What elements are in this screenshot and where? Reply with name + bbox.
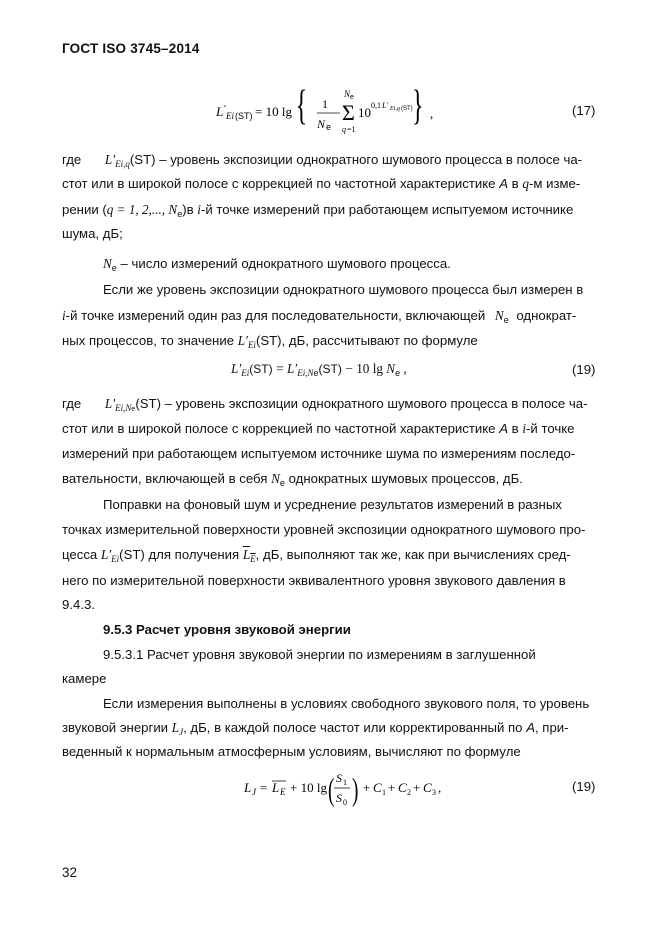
symbol-Ne: $N_e$ <box>494 308 509 325</box>
svg-text:C: C <box>398 780 407 795</box>
text-line: вательности, включающей в себя <box>62 471 268 486</box>
equation-17 <box>216 88 436 138</box>
text-line: – уровень экспозиции однократного шумового процесса в полосе ча- <box>159 152 583 167</box>
paragraph-where-1-line-2 <box>62 172 580 196</box>
text-line: )в <box>182 202 194 217</box>
symbol-A: A <box>499 421 508 436</box>
symbol-LE-bar: $L_E$ <box>242 547 256 564</box>
symbol-LEiNe: $L'_{Ei,Ne}(ST)$ <box>104 396 161 413</box>
where-word: где <box>62 396 82 411</box>
paragraph-where-2-line-4 <box>62 467 523 495</box>
symbol-LJ: $L_J$ <box>171 720 184 737</box>
text-line: звуковой энергии <box>62 720 169 735</box>
paragraph-5-line-4: него по измерительной поверхности эквивалентного уровня звукового давления в <box>62 573 566 588</box>
symbol-q: q <box>522 176 529 191</box>
text-line: -й точке <box>526 421 575 436</box>
svg-text:): ) <box>352 770 359 808</box>
paragraph-where-1-line-3 <box>62 198 573 226</box>
svg-text:+: + <box>363 780 371 795</box>
svg-text:1: 1 <box>343 778 347 787</box>
svg-text:+ 10 lg: + 10 lg <box>290 780 327 795</box>
svg-text:S: S <box>336 771 342 785</box>
equation-19a-label: (19) <box>572 362 596 377</box>
equation-19b <box>244 762 444 812</box>
subsection-heading-9-5-3-1-line-1: 9.5.3.1 Расчет уровня звуковой энергии по измерениям в заглушенной <box>103 647 536 662</box>
svg-text:e: e <box>350 94 354 101</box>
svg-text:L′: L′ <box>382 101 389 110</box>
paragraph-where-2-line-2 <box>62 417 575 441</box>
symbol-N: N <box>103 256 112 271</box>
text-line: рении ( <box>62 202 107 217</box>
svg-text:q: q <box>342 125 346 134</box>
svg-text:=1: =1 <box>347 125 356 134</box>
text-line: , дБ, выполняют так же, как при вычислениях сред- <box>255 547 571 562</box>
svg-text:1: 1 <box>322 97 328 111</box>
svg-text:N: N <box>344 89 351 99</box>
q-range: q = 1, 2,..., $N_e$ <box>106 202 183 219</box>
text-line: , дБ, в каждой полосе частот или корректированный по <box>183 720 523 735</box>
svg-text:(ST): (ST) <box>235 111 253 121</box>
svg-text:L: L <box>216 104 224 119</box>
svg-text:,: , <box>430 106 434 121</box>
svg-text:(ST): (ST) <box>401 106 413 112</box>
svg-text:1: 1 <box>382 788 386 797</box>
text-line: -й точке измерений при работающем испытуемом источнике <box>200 202 574 217</box>
text-line: однократ- <box>516 308 577 323</box>
svg-text:2: 2 <box>407 788 411 797</box>
symbol-Ne: $N_e$ <box>103 256 117 273</box>
svg-text:Ei,q: Ei,q <box>390 106 400 112</box>
svg-text:,: , <box>438 780 442 795</box>
symbol-LEiq: $L'_{Ei,q}(ST)$ <box>104 152 156 169</box>
paragraph-5-line-2: точках измерительной поверхности уровней экспозиции однократного шумового про- <box>62 522 586 537</box>
paragraph-6-line-1: Если измерения выполнены в условиях свободного звукового поля, то уровень <box>103 696 590 711</box>
svg-text:(: ( <box>328 770 335 808</box>
text-line: – число измерений однократного шумового процесса. <box>120 256 451 271</box>
symbol-A: A <box>526 720 535 735</box>
svg-text:Σ: Σ <box>342 100 355 125</box>
svg-text:{: { <box>295 88 308 130</box>
paragraph-5-line-3 <box>62 543 571 571</box>
svg-text:N: N <box>317 117 326 131</box>
svg-text:J: J <box>252 787 256 797</box>
equation-19b-formula <box>244 762 444 812</box>
section-heading-9-5-3: 9.5.3 Расчет уровня звуковой энергии <box>103 622 351 637</box>
svg-text:3: 3 <box>432 788 436 797</box>
svg-text:E: E <box>280 787 286 797</box>
equation-17-label: (17) <box>572 103 596 118</box>
symbol-i: i <box>522 421 527 436</box>
text-line: в <box>511 176 519 191</box>
svg-text:L: L <box>244 780 252 795</box>
svg-text:}: } <box>412 88 424 130</box>
paragraph-5-line-1: Поправки на фоновый шум и усреднение результатов измерений в разных <box>103 497 562 512</box>
symbol-A: A <box>499 176 508 191</box>
paragraph-where-1-line-4: шума, дБ; <box>62 226 123 241</box>
text-line: стот или в широкой полосе с коррекцией по частотной характеристике <box>62 421 496 436</box>
text-line: цесса <box>62 547 98 562</box>
text-line: -м изме- <box>528 176 581 191</box>
symbol-i: i <box>62 308 66 323</box>
paragraph-5-line-5: 9.4.3. <box>62 597 95 612</box>
symbol-LEi: $L'_{Ei}(ST)$ <box>237 333 282 350</box>
svg-text:0: 0 <box>343 798 347 807</box>
page-number: 32 <box>62 865 78 880</box>
where-word: где <box>62 152 82 167</box>
equation-19b-label: (19) <box>572 779 596 794</box>
text-line: в <box>511 421 519 436</box>
paragraph-3-line-1: Если же уровень экспозиции однократного шумового процесса был измерен в <box>103 282 584 297</box>
text-line: ных процессов, то значение <box>62 333 235 348</box>
paragraph-where-2-line-3: измерений при работающем испытуемом источнике шума по измерениям последо- <box>62 446 576 461</box>
svg-text:0,1: 0,1 <box>371 101 381 110</box>
paragraph-3-line-3 <box>62 329 478 357</box>
equation-19a: $L'_{Ei}(ST) = L'_{Ei,Ne}(ST) - 10$ $\lg N_e$ , <box>231 361 407 378</box>
svg-text:S: S <box>336 791 342 805</box>
text-line: для получения <box>148 547 240 562</box>
paragraph-6-line-3: веденный к нормальным атмосферным условиям, вычисляют по формуле <box>62 744 521 759</box>
svg-text:10: 10 <box>358 105 371 120</box>
text-line: однократных шумовых процессов, дБ. <box>288 471 523 486</box>
svg-text:Ei: Ei <box>226 111 234 121</box>
equation-17-formula <box>216 88 436 138</box>
text-line: стот или в широкой полосе с коррекцией по частотной характеристике <box>62 176 496 191</box>
symbol-LEi: $L'_{Ei}(ST)$ <box>100 547 145 564</box>
q-range-text: q = 1, 2,..., N <box>106 202 178 217</box>
svg-text:e: e <box>326 122 332 132</box>
svg-text:′: ′ <box>224 104 227 115</box>
text-line: -й точке измерений один раз для последовательности, включающей <box>65 308 486 323</box>
text-line: , при- <box>534 720 569 735</box>
paragraph-3-line-2 <box>62 304 576 332</box>
svg-text:+: + <box>388 780 396 795</box>
subsection-heading-9-5-3-1-line-2: камере <box>62 671 107 686</box>
document-header: ГОСТ ISO 3745–2014 <box>62 41 200 56</box>
svg-text:L: L <box>272 780 280 795</box>
svg-text:C: C <box>373 780 382 795</box>
svg-text:C: C <box>423 780 432 795</box>
symbol-i: i <box>197 202 201 217</box>
text-line: – уровень экспозиции однократного шумового процесса в полосе ча- <box>164 396 588 411</box>
symbol-Ne: $N_e$ <box>271 471 285 488</box>
svg-text:=: = <box>260 780 268 795</box>
svg-text:+: + <box>413 780 421 795</box>
paragraph-Ne <box>103 252 451 280</box>
svg-text:= 10 lg: = 10 lg <box>255 104 292 119</box>
text-line: , дБ, рассчитывают по формуле <box>281 333 478 348</box>
